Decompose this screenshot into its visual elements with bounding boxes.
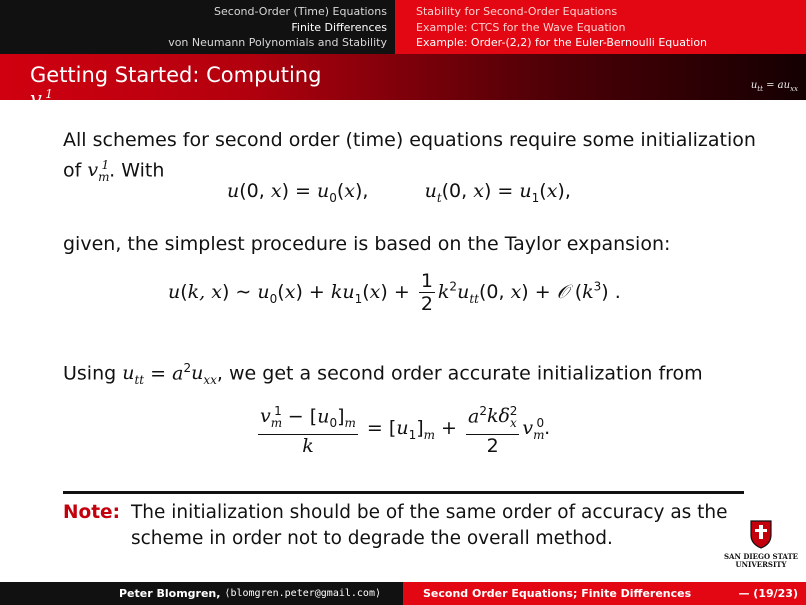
footer-author-block <box>0 582 403 605</box>
using-text-b: , we get a second order accurate initialization from <box>216 362 703 385</box>
note-label: Note: <box>63 502 120 523</box>
note-text: The initialization should be of the same order of accuracy as the scheme in order not to degrade the overall method. <box>131 502 728 549</box>
note-block <box>63 500 748 552</box>
footer-email: ⟨blomgren.peter@gmail.com⟩ <box>224 588 381 599</box>
frame-corner-equation: $u_{tt} = au_{xx}$ <box>750 80 798 93</box>
intro-line1: All schemes for second order (time) equations require some initialization <box>63 129 756 151</box>
sdsu-shield-icon <box>748 519 774 549</box>
nav-item-ctcs[interactable]: Example: CTCS for the Wave Equation <box>416 20 626 34</box>
footer-talk-title: Second Order Equations; Finite Differences <box>423 587 692 600</box>
section-navigation <box>0 0 806 54</box>
intro-line2-b: . With <box>109 159 165 182</box>
nav-item-second-order[interactable]: Second-Order (Time) Equations <box>214 5 387 18</box>
equation-initialization: $\frac{v_m^1 - [u_0]_m}{k}$ = $[u_1]_m$ + $\frac{a^2k\delta_x^2}{2}$ $v_m^0$. <box>255 400 550 457</box>
nav-item-euler-bernoulli[interactable]: Example: Order-(2,2) for the Euler-Bernoulli Equation <box>416 36 708 49</box>
frame-title <box>30 63 351 114</box>
frame-title-bar <box>0 54 806 115</box>
equation-initial-conditions: u(0, $x) = u_0(x)$, $u_t(0$, $x) = u_1(x)$, <box>227 180 571 205</box>
footer-talk-block <box>403 582 806 605</box>
nav-item-stability[interactable]: Stability for Second-Order Equations <box>416 5 618 18</box>
footer-page-number: — (19/23) <box>738 587 798 600</box>
frame-title-variable: $v_m^1$ <box>30 87 54 115</box>
paragraph-taylor: given, the simplest procedure is based on the Taylor expansion: <box>63 233 671 255</box>
nav-sections <box>0 0 395 54</box>
footer-author: Peter Blomgren, <box>119 587 221 600</box>
university-logo <box>722 519 800 569</box>
nav-item-finite-differences[interactable]: Finite Differences <box>291 20 387 34</box>
equation-taylor-expansion: u(k, x) ∼ $u_0(x) + ku_1(x)$ + $\frac{1}{2}$ $k^2u_{tt}(0$, x) + 𝒪 $(k^3)$ . <box>168 270 621 315</box>
footer <box>0 582 806 605</box>
paragraph-intro: All schemes for second order (time) equations require some initialization of $v_m^1$. With <box>63 129 756 185</box>
intro-line2-a: of <box>63 159 82 182</box>
nav-item-von-neumann[interactable]: von Neumann Polynomials and Stability <box>168 36 387 49</box>
nav-subsections <box>395 0 806 54</box>
note-divider <box>63 491 744 494</box>
using-text-a: Using <box>63 362 117 385</box>
logo-line1: SAN DIEGO STATE <box>724 552 798 561</box>
logo-line2: UNIVERSITY <box>735 560 787 569</box>
frame-title-text: Getting Started: Computing <box>30 63 322 87</box>
paragraph-using: Using $u_{tt} = a^2u_{xx}$, we get a second order accurate initialization from <box>63 361 703 388</box>
